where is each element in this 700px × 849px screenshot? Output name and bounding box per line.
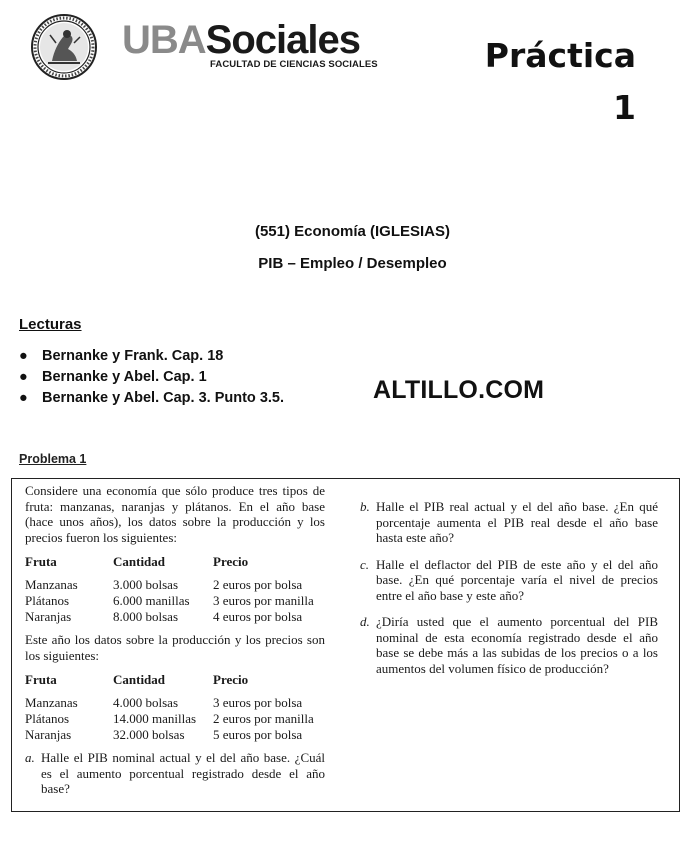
list-item [19, 346, 284, 367]
table-cell: Manzanas [25, 577, 78, 592]
problem-intro-current: Este año los datos sobre la producción y los precios son los siguientes: [25, 632, 325, 663]
table-cell: 3 euros por manilla [213, 593, 314, 608]
question-letter: d. [360, 614, 370, 629]
question-text: ¿Diría usted que el aumento porcentual del PIB nominal de esta economía registrado desde el año base se debe más a las subidas de los precios o a los aumentos del volumen físico de producción? [376, 614, 658, 676]
practica-number: 1 [613, 88, 636, 127]
list-item [19, 388, 284, 409]
column-header: Fruta [25, 672, 57, 687]
question-letter: c. [360, 556, 370, 572]
question-text: Halle el deflactor del PIB de este año y el del año base. ¿En qué porcentaje varía el nivel de precios entre el año base y este año? [376, 556, 658, 603]
table-row [25, 711, 314, 727]
logo-sociales-text: Sociales [205, 18, 360, 62]
bullet-icon: ● [19, 390, 28, 406]
lecturas-list [19, 346, 284, 409]
table-cell: 6.000 manillas [113, 593, 190, 608]
table-row [25, 609, 314, 625]
question-letter: a. [25, 750, 35, 765]
table-cell: Manzanas [25, 695, 78, 710]
table-row [25, 727, 314, 743]
question-c [360, 557, 658, 604]
table-cell: 2 euros por bolsa [213, 577, 303, 592]
table-cell: 8.000 bolsas [113, 609, 178, 624]
uba-sociales-logo [122, 20, 378, 70]
column-header: Cantidad [113, 554, 166, 569]
problem-intro: Considere una economía que sólo produce tres tipos de fruta: manzanas, naranjas y plátanos. En el año base (hace unos años), los datos sobre la producción y los precios fueron los siguientes: [25, 483, 325, 545]
table-cell: 4 euros por bolsa [213, 609, 303, 624]
practica-heading [485, 30, 636, 134]
bullet-icon: ● [19, 369, 28, 385]
course-subtitle: PIB – Empleo / Desempleo [258, 255, 447, 272]
table-cell: Plátanos [25, 593, 70, 608]
table-header-row [25, 672, 314, 695]
current-year-table [25, 672, 314, 743]
table-cell: 5 euros por bolsa [213, 727, 303, 742]
lecturas-heading: Lecturas [19, 316, 82, 333]
column-header: Fruta [25, 554, 57, 569]
question-text: Halle el PIB real actual y el del año base. ¿En qué porcentaje aumenta el PIB real desde el año base hasta este año? [376, 499, 658, 545]
problema-heading: Problema 1 [19, 452, 87, 466]
problem-left-column [25, 483, 325, 797]
course-title: (551) Economía (IGLESIAS) [254, 223, 451, 240]
list-item-text: Bernanke y Frank. Cap. 18 [42, 348, 224, 364]
bullet-icon: ● [19, 348, 28, 364]
table-cell: 14.000 manillas [113, 711, 197, 726]
column-header: Cantidad [113, 672, 166, 687]
question-b [360, 499, 658, 546]
table-cell: 32.000 bolsas [113, 727, 185, 742]
table-cell: 3.000 bolsas [113, 577, 178, 592]
table-header-row [25, 554, 314, 577]
logo-subtitle: FACULTAD DE CIENCIAS SOCIALES [210, 59, 378, 70]
table-cell: 3 euros por bolsa [213, 695, 303, 710]
question-d [360, 614, 658, 676]
column-header: Precio [213, 672, 249, 687]
problem-box [11, 478, 680, 812]
university-seal-icon [30, 13, 98, 81]
question-a [25, 750, 325, 797]
list-item-text: Bernanke y Abel. Cap. 1 [42, 369, 207, 385]
watermark-text: ALTILLO.COM [373, 376, 545, 404]
table-cell: 2 euros por manilla [213, 711, 314, 726]
table-cell: Plátanos [25, 711, 70, 726]
column-header: Precio [213, 554, 249, 569]
list-item [19, 367, 284, 388]
table-cell: Naranjas [25, 609, 72, 624]
table-row [25, 577, 314, 593]
practica-label: Práctica [484, 36, 636, 75]
logo-uba-text: UBA [122, 18, 206, 62]
table-cell: 4.000 bolsas [113, 695, 178, 710]
table-cell: Naranjas [25, 727, 72, 742]
question-letter: b. [360, 499, 370, 514]
logo-wordmark [122, 20, 378, 60]
base-year-table [25, 554, 314, 625]
table-row [25, 695, 314, 711]
table-row [25, 593, 314, 609]
problem-right-column [360, 499, 658, 687]
list-item-text: Bernanke y Abel. Cap. 3. Punto 3.5. [42, 390, 285, 406]
question-text: Halle el PIB nominal actual y el del año base. ¿Cuál es el aumento porcentual registrado desde el año base? [41, 750, 325, 796]
